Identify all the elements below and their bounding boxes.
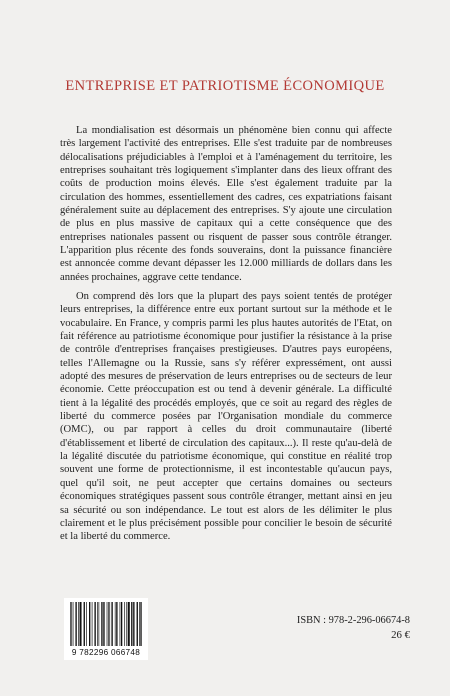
barcode-bar <box>78 602 79 646</box>
barcode-bar <box>141 602 142 646</box>
barcode-bar <box>99 602 100 646</box>
barcode-bar <box>75 602 76 646</box>
barcode-bar <box>124 602 125 646</box>
isbn: ISBN : 978-2-296-06674-8 <box>296 615 410 626</box>
barcode-bar <box>73 602 74 646</box>
barcode-bar <box>111 602 112 646</box>
barcode-bar <box>109 602 110 646</box>
barcode-bar <box>116 602 117 646</box>
barcode-bar <box>115 602 116 646</box>
barcode-bar <box>108 602 109 646</box>
book-title: ENTREPRISE ET PATRIOTISME ÉCONOMIQUE <box>65 78 385 94</box>
barcode-bar <box>94 602 95 646</box>
barcode <box>64 598 148 660</box>
barcode-bar <box>89 602 90 646</box>
barcode-bar <box>128 602 130 646</box>
barcode-bar <box>121 602 122 646</box>
barcode-bar <box>84 602 85 646</box>
summary-paragraph-2: On comprend dès lors que la plupart des pays soient tentés de protéger leurs entreprises, la différence entre eux portant surtout sur la méthode et le vocabulaire. En France, y compris parmi les plus hautes autorités de l'Etat, on fait référence au patriotisme économique pour justifier la résistance à la prise de contrôle d'entreprises françaises prestigieuses. D'autres pays européens, telles l'Allemagne ou la Russie, sans s'y référer expressément, ont aussi adopté des mesures de préservation de leurs entreprises ou de secteurs de leur économie. Cette préoccupation est ou tend à devenir générale. La difficulté tient à la légalité des procédés employés, que ce soit au regard des règles de liberté du commerce posées par l'Organisation mondiale du commerce (OMC), ou par rapport à celles du droit communautaire (liberté d'établissement et liberté de circulation des capitaux...). Il reste qu'au-delà de la légalité discutée du patriotisme économique, qui constitue en réalité trop souvent une forme de protectionnisme, il est incontestable qu'aucun pays, quel qu'il soit, ne peut accepter que certains domaines ou secteurs économiques stratégiques passent sous contrôle étranger, mettant ainsi en jeu sa sécurité ou son indépendance. Le tout est alors de les délimiter le plus clairement et le plus précisément possible pour concilier le besoin de sécurité et la liberté du commerce. <box>60 291 392 543</box>
barcode-bar <box>107 602 108 646</box>
summary-paragraph-1: La mondialisation est désormais un phénomène bien connu qui affecte très largement l'activité des entreprises. Elle s'est traduite par de nombreuses délocalisations préjudiciables à l'emploi et à l'aménagement du territoire, les entreprises souhaitant très logiquement s'implanter dans des lieux offrant des coûts de production moins élevés. Elle s'est également traduite par la circulation des hommes, essentiellement des cadres, ces expatriations faisant généralement suite au déplacement des entreprises. S'y ajoute une circulation de plus en plus massive de capitaux qui a cette conséquence que des entreprises nationales passent ou risquent de passer sous contrôle étranger. L'apparition plus récente des fonds souverains, dont la puissance financière est annoncée comme devant dépasser les 12.000 milliards de dollars dans les années prochaines, aggrave cette tendance. <box>60 125 392 283</box>
barcode-bar <box>97 602 98 646</box>
barcode-bar <box>140 602 141 646</box>
barcode-bar <box>86 602 87 646</box>
barcode-bar <box>71 602 72 646</box>
barcode-number: 9 782296 066748 <box>71 648 141 657</box>
barcode-bar <box>103 602 104 646</box>
barcode-bar <box>131 602 132 646</box>
barcode-bars <box>64 598 148 648</box>
barcode-bar <box>126 602 127 646</box>
barcode-bar <box>139 602 140 646</box>
price: 26 € <box>391 629 410 641</box>
barcode-bar <box>133 602 134 646</box>
barcode-bar <box>80 602 82 646</box>
barcode-bar <box>70 602 71 646</box>
barcode-bar <box>137 602 138 646</box>
barcode-bar <box>101 602 102 646</box>
barcode-bar <box>120 602 121 646</box>
barcode-bar <box>92 602 93 646</box>
